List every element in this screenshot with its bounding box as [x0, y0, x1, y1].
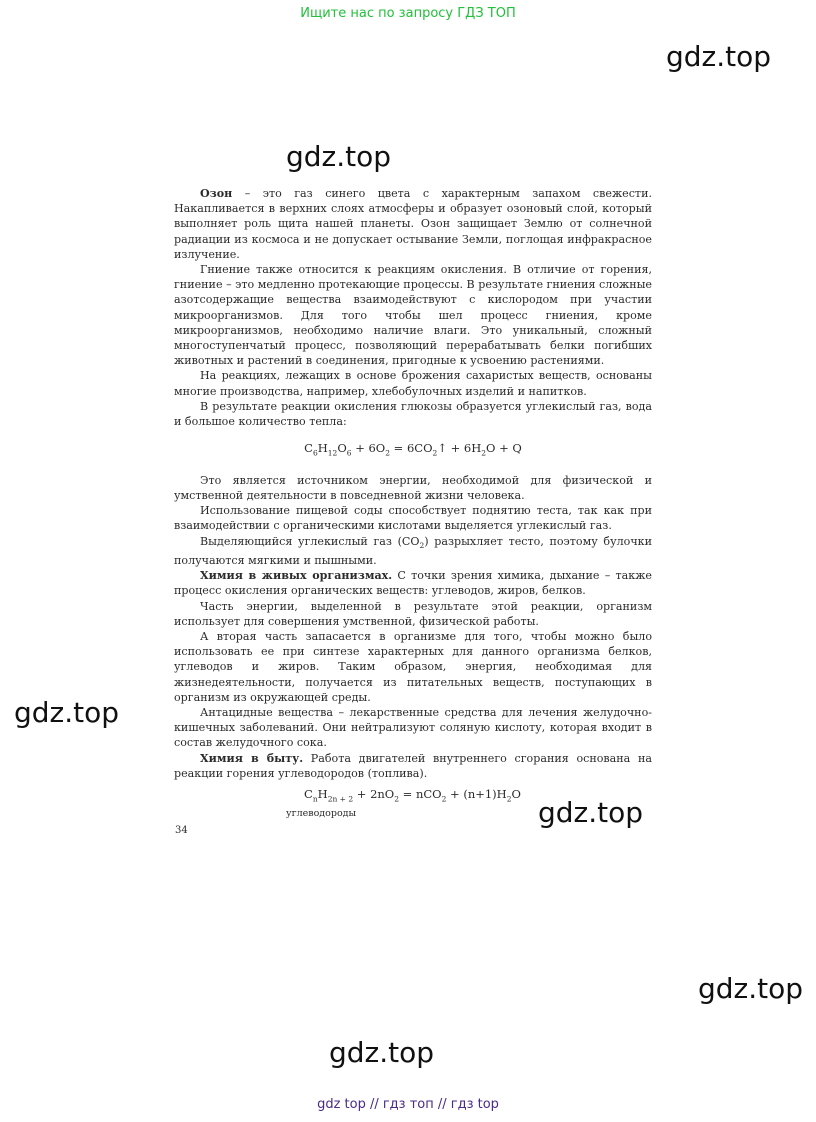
term-ozone: Озон [200, 187, 233, 200]
paragraph-glucose: В результате реакции окисления глюкозы образуется углекислый газ, вода и большое количество тепла: [174, 399, 652, 429]
paragraph-storage: А вторая часть запасается в организме для того, чтобы можно было использовать ее при синтезе характерных для данного организма белков, углеводов и жиров. Таким образом, энергия, необходимая для жизнедеятельности, получается из питательных веществ, поступающих в организм из окружающей среды. [174, 630, 652, 704]
paragraph-energy-part: Часть энергии, выделенной в результате этой реакции, организм использует для совершения умственной, физической работы. [174, 599, 652, 628]
paragraph-energy: Это является источником энергии, необходимой для физической и умственной деятельности в повседневной жизни человека. [174, 473, 652, 502]
watermark-top-right: gdz.top [666, 40, 772, 73]
paragraph-ozone: Озон – это газ синего цвета с характерным запахом свежести. Накапливается в верхних слоях атмосферы и образует озоновый слой, который выполняет роль щита нашей планеты. Озон защищает Землю от солнечной радиации из космоса и не допускает остывание Земли, поглощая инфракрасное излучение. [174, 187, 652, 261]
watermark-bottom-center: gdz.top [329, 1036, 435, 1069]
watermark-left: gdz.top [14, 696, 120, 729]
paragraph-soda: Использование пищевой соды способствует поднятию теста, так как при взаимодействии с органическими кислотами выделяется углекислый газ. [174, 504, 652, 533]
watermark-upper-center: gdz.top [286, 140, 392, 173]
paragraph-household: Химия в быту. Работа двигателей внутреннего сгорания основана на реакции горения углеводородов (топлива). [174, 751, 652, 780]
section-heading-household: Химия в быту. [200, 751, 304, 765]
paragraph-co2: Выделяющийся углекислый газ $(CO_2)$ разрыхляет тесто, поэтому булочки получаются мягкими и пышными. [174, 534, 652, 567]
footer-links[interactable]: gdz top // гдз топ // гдз top [317, 1097, 499, 1112]
page-number: 34 [175, 825, 188, 836]
hydrocarbon-combustion-formula: $C_nH_{2n + 2} + 2nO_2 = nCO_2 + (n+1)H_2O$ [304, 787, 521, 804]
formula-label-hydrocarbons: углеводороды [286, 807, 357, 819]
watermark-lower-right: gdz.top [698, 972, 804, 1005]
top-banner[interactable]: Ищите нас по запросу ГДЗ ТОП [300, 6, 516, 21]
paragraph-antacids: Антацидные вещества – лекарственные средства для лечения желудочно-кишечных заболеваний. Они нейтрализуют соляную кислоту, которая входит в состав желудочного сока. [174, 706, 652, 750]
paragraph-living-organisms: Химия в живых организмах. С точки зрения химика, дыхание – также процесс окисления органических веществ: углеводов, жиров, белков. [174, 569, 653, 598]
paragraph-fermentation: На реакциях, лежащих в основе брожения сахаристых веществ, основаны многие производства, например, хлебобулочных изделий и напитков. [174, 369, 652, 398]
paragraph-decay: Гниение также относится к реакциям окисления. В отличие от горения, гниение – это медленно протекающие процессы. В результате гниения сложные азотсодержащие вещества взаимодействуют с кислородом при участии микроорганизмов. Для того чтобы шел процесс гниения, кроме микроорганизмов, необходимо наличие влаги. Это уникальный, сложный многоступенчатый процесс, позволяющий перерабатывать белки погибших животных и растений в соединения, пригодные к усвоению растениями. [174, 263, 652, 368]
watermark-center-right: gdz.top [538, 796, 644, 829]
glucose-oxidation-formula: $C_6H_{12}O_6 + 6O_2$ = $6CO_2↑ + 6H_2O + Q$ [304, 441, 522, 458]
section-heading-living: Химия в живых организмах. [200, 569, 393, 583]
textbook-page-text [174, 186, 652, 821]
gas-arrow-icon: ↑ [437, 441, 447, 456]
